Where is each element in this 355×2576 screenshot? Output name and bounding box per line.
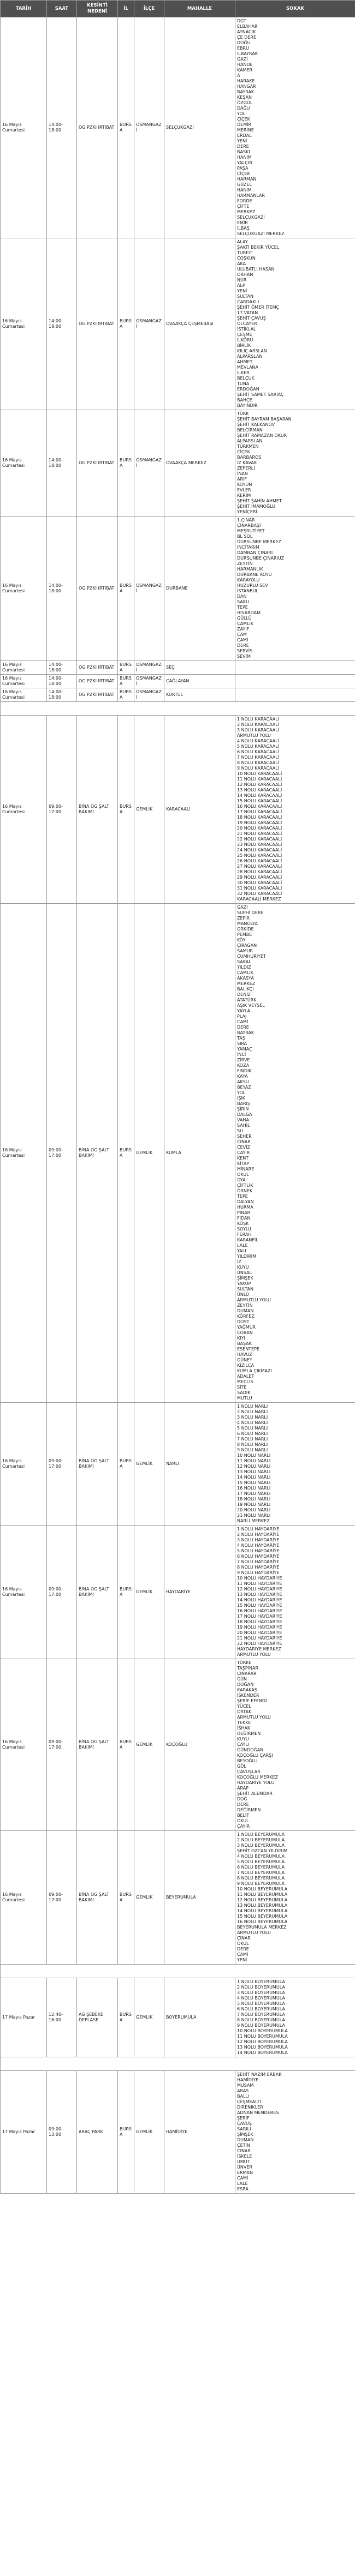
cell-il: BURSA xyxy=(118,688,134,702)
cell-sokak: 1 NOLU BEYERUMULA 2 NOLU BEYERUMULA 3 NOLU BEYERUMULA ŞEHİT OZCAN YILDIRIM 4 NOLU BEYERUMULA 5 NOLU BEYERUMULA 6 NOLU BEYERUMULA 7 NOLU BEYERUMULA 8 NOLU BEYERUMULA 9 NOLU BEYERUMULA 10 NOLU BEYERUMULA 11 NOLU BEYERUMULA 12 NOLU BEYERUMULA 13 NOLU BEYERUMULA 14 NOLU BEYERUMULA 15 NOLU BEYERUMULA 16 NOLU BEYERUMULA BEYERUMULA MERKEZ ARMUTLU YOLU ÇINAR OKUL DERE CAMİ YENİ xyxy=(235,1831,355,1965)
cell-ilce: OSMANGAZİ xyxy=(134,688,164,702)
cell-neden: BİNA OG ŞALT BAKIMI xyxy=(77,1526,118,1659)
cell-tarih: 16 Mayıs Cumartesi xyxy=(1,675,47,688)
header-kesinti-nedeni: KESİNTİ NEDENİ xyxy=(77,1,118,17)
cell-tarih: 17 Mayıs Pazar xyxy=(1,2071,47,2194)
cell-mahalle: HAYDARİYE xyxy=(164,1526,235,1659)
table-row xyxy=(1,1659,355,1831)
header-tarih: TARİH xyxy=(1,1,47,17)
cell-ilce: GEMLİK xyxy=(134,1659,164,1831)
cell-neden: BİNA OG ŞALT BAKIMI xyxy=(77,1831,118,1965)
cell-saat: 14:00-18:00 xyxy=(47,238,77,410)
table-row xyxy=(1,517,355,661)
table-row xyxy=(1,238,355,410)
cell-sokak: TÜRKE TAŞPINAR ÇINARAR GÜN DOĞAN KARAKAŞ İSKENDER ŞERİF EFENDİ YÜCEL ORTAK ARMUTLU YOLU TEKKE İSHAK DEĞİRMEN KUYU ÇAYLI GÜNDOĞAN KOÇOĞLU ÇARŞI BEYOĞLU GÖL ÇAVUŞLAR KOÇOĞLU MERKEZ HAYDARİYE YOLU ARAP ŞEHİT ALEMDAR DOĞ DERE DEĞİRMEN BELİT OKUL ÇAYIR xyxy=(235,1659,355,1831)
cell-sokak: TÜRK ŞEHİT BAYRAM BAŞARAN ŞEHİT KALKANOV BELCİRMAN ŞEHİT RAMAZAN OKUR ALPARSLAN TÜRKMEN ÇİÇEK BARBAROS İZ KAVAK ZEFERLİ İNAN ARIF KOYUN EVLER KERİM ŞEHİT ŞAHİN AHMET ŞEHİT İMAMOĞLU YENİÇERİ xyxy=(235,410,355,517)
cell-sokak xyxy=(235,661,355,675)
cell-mahalle: KARACAALİ xyxy=(164,716,235,904)
cell-mahalle: SEÇ xyxy=(164,661,235,675)
cell-neden: OG PZKI IRTIBAT xyxy=(77,410,118,517)
cell-neden: BİNA OG ŞALT BAKIMI xyxy=(77,904,118,1403)
cell-saat: 09:00-13:00 xyxy=(47,2071,77,2194)
cell-tarih: 16 Mayıs Cumartesi xyxy=(1,716,47,904)
cell-tarih: 17 Mayıs Pazar xyxy=(1,1978,47,2057)
separator-cell xyxy=(1,702,355,716)
cell-sokak: DGT ELBAHAR AYNACIK ÇE DERE DOĞU EBRU ILBAYRAK GAZİ HANDE KAMER A HARAKE HANGAR BAYRAK KEŞAN ÖZGÜL DAĞU YOL ÇİÇEK DEMİR MERİNE ERDAL YENİ DERE BASKI HANIM YALÇIN PAŞA ÇİÇEK HARMAN GÜZEL HANIM HARMANLAR FORDE ÇİFTE MERKEZ SELÇUKGAZİ EMİR İLBAŞ SELÇUKGAZİ MERKEZ xyxy=(235,17,355,238)
cell-saat: 09:00-17:00 xyxy=(47,904,77,1403)
cell-neden: ARAÇ PARK xyxy=(77,2071,118,2194)
cell-neden: OG PZKI IRTIBAT xyxy=(77,675,118,688)
header-il: İL xyxy=(118,1,134,17)
cell-saat: 09:00-17:00 xyxy=(47,716,77,904)
cell-mahalle: KURTUL xyxy=(164,688,235,702)
table-row xyxy=(1,410,355,517)
cell-ilce: OSMANGAZİ xyxy=(134,675,164,688)
cell-il: BURSA xyxy=(118,238,134,410)
header-sokak: SOKAK xyxy=(235,1,355,17)
cell-mahalle: OVAAKÇA MERKEZ xyxy=(164,410,235,517)
cell-il: BURSA xyxy=(118,1978,134,2057)
cell-tarih: 16 Mayıs Cumartesi xyxy=(1,1403,47,1526)
table-row xyxy=(1,1403,355,1526)
cell-mahalle: DURBANE xyxy=(164,517,235,661)
cell-il: BURSA xyxy=(118,1403,134,1526)
cell-neden: BİNA OG ŞALT BAKIMI xyxy=(77,716,118,904)
cell-il: BURSA xyxy=(118,675,134,688)
cell-neden: OG PZKI IRTIBAT xyxy=(77,17,118,238)
cell-sokak: 1 NOLU NARLI 2 NOLU NARLI 3 NOLU NARLI 4 NOLU NARLI 5 NOLU NARLI 6 NOLU NARLI 7 NOLU NARLI 8 NOLU NARLI 9 NOLU NARLI 10 NOLU NARLI 11 NOLU NARLI 12 NOLU NARLI 13 NOLU NARLI 14 NOLU NARLI 15 NOLU NARLI 16 NOLU NARLI 17 NOLU NARLI 18 NOLU NARLI 19 NOLU NARLI 20 NOLU NARLI 21 NOLU NARLI NARLI MERKEZ xyxy=(235,1403,355,1526)
cell-ilce: OSMANGAZİ xyxy=(134,17,164,238)
table-row xyxy=(1,1526,355,1659)
cell-il: BURSA xyxy=(118,1526,134,1659)
cell-il: BURSA xyxy=(118,517,134,661)
cell-saat: 14:00-18:00 xyxy=(47,17,77,238)
cell-neden: OG PZKI IRTIBAT xyxy=(77,661,118,675)
cell-il: BURSA xyxy=(118,1831,134,1965)
cell-ilce: OSMANGAZİ xyxy=(134,517,164,661)
cell-mahalle: OVAAKÇA ÇEŞMEBAŞI xyxy=(164,238,235,410)
cell-ilce: GEMLİK xyxy=(134,716,164,904)
cell-il: BURSA xyxy=(118,904,134,1403)
group-separator xyxy=(1,702,355,716)
cell-tarih: 16 Mayıs Cumartesi xyxy=(1,17,47,238)
cell-neden: BİNA OG ŞALT BAKIMI xyxy=(77,1403,118,1526)
cell-mahalle: BOYERUMULA xyxy=(164,1978,235,2057)
table-row xyxy=(1,904,355,1403)
cell-ilce: OSMANGAZİ xyxy=(134,661,164,675)
header-saat: SAAT xyxy=(47,1,77,17)
cell-il: BURSA xyxy=(118,2071,134,2194)
cell-sokak xyxy=(235,675,355,688)
cell-mahalle: KOÇOĞLU xyxy=(164,1659,235,1831)
cell-tarih: 16 Mayıs Cumartesi xyxy=(1,1659,47,1831)
separator-cell xyxy=(1,1965,355,1978)
cell-sokak: 1 NOLU KARACAALİ 2 NOLU KARACAALİ 3 NOLU KARACAALİ ARMUTLU YOLU 4 NOLU KARACAALİ 5 NOLU KARACAALİ 6 NOLU KARACAALİ 7 NOLU KARACAALİ 8 NOLU KARACAALİ 9 NOLU KARACAALİ 10 NOLU KARACAALİ 11 NOLU KARACAALİ 12 NOLU KARACAALİ 13 NOLU KARACAALİ 14 NOLU KARACAALİ 15 NOLU KARACAALİ 16 NOLU KARACAALİ 17 NOLU KARACAALİ 18 NOLU KARACAALİ 19 NOLU KARACAALİ 20 NOLU KARACAALİ 21 NOLU KARACAALİ 22 NOLU KARACAALİ 23 NOLU KARACAALİ 24 NOLU KARACAALİ 25 NOLU KARACAALİ 26 NOLU KARACAALİ 27 NOLU KARACAALİ 28 NOLU KARACAALİ 29 NOLU KARACAALİ 30 NOLU KARACAALİ 31 NOLU KARACAALİ 32 NOLU KARACAALİ KARACAALİ MERKEZ xyxy=(235,716,355,904)
header-ilce: İLÇE xyxy=(134,1,164,17)
cell-ilce: GEMLİK xyxy=(134,1526,164,1659)
cell-ilce: GEMLİK xyxy=(134,1403,164,1526)
cell-tarih: 16 Mayıs Cumartesi xyxy=(1,517,47,661)
cell-tarih: 16 Mayıs Cumartesi xyxy=(1,238,47,410)
cell-neden: AG ŞEBEKE DEPLASE xyxy=(77,1978,118,2057)
cell-neden: OG PZKI IRTIBAT xyxy=(77,238,118,410)
cell-il: BURSA xyxy=(118,716,134,904)
table-row xyxy=(1,1978,355,2057)
cell-tarih: 16 Mayıs Cumartesi xyxy=(1,661,47,675)
cell-ilce: OSMANGAZİ xyxy=(134,410,164,517)
separator-cell xyxy=(1,2057,355,2071)
table-row xyxy=(1,661,355,675)
cell-sokak: GAZİ SUPHİ DERE ZEFİR MANOLYA ORKİDE PEMBE KÖY ÇIRAGAN SAMUR CUMHURİYET SAKAL YILDIZ ÇAMLIK AKASYA MERKEZ BALIKÇI DENİZ ATATÜRK AŞIK VEYSEL YAYLA PLAJ CAMİ DERE BAYRAK TAŞ SIRA YAMAÇ İNCİ ZİRVE KOZA FINDIK KAYA AKSU BEYAZ YOL IŞIK BARIŞ ŞİRİN DALGA VAHA SAHİL SU SEHER ÇINAR CEVİZ ÇAYIR KENT KİTAP MİNARE OKUL OYA ÇİFTLİK ÖRNEK TEPE DALYAN HURMA PINAR FİDAN KÖŞK SOYLU FERAH KARANFİL LALE YALI YILDIRIM İZ KUYU ÜNSAL ŞİMŞEK YAKUP SULTAN ÜNLÜ ARMUTLU YOLU ZEYTİN DUMAN KÖRFEZ DOST YAĞMUR ÇOBAN KIYI BAŞAK ESENTEPE HAVUZ GÜNEY KIZILCA KUMLA ÇIKMAZI ADALET MECLİS SİTE SADIK MUTLU xyxy=(235,904,355,1403)
cell-saat: 14:00-18:00 xyxy=(47,688,77,702)
cell-neden: OG PZKI IRTIBAT xyxy=(77,517,118,661)
table-row xyxy=(1,688,355,702)
cell-sokak: 1.ÇİNAR ÇINARBAŞI MEŞRUTİYET BL SOL DURSUNBE MERKEZ İNCİTARIM DAMBAN ÇINARI DURSUNBE ÇINARIUZ ZEYTİN HARMANLIK DURBANE KOYU KARAYOLU HUZURLU SEV İSTANBUL DAN SAKLI TEPE HISARDAM GÜLLÜ ÇAMLIK ZAYIF ÇAM CAMİ DERE SERVİS SEVİM xyxy=(235,517,355,661)
cell-il: BURSA xyxy=(118,410,134,517)
cell-ilce: GEMLİK xyxy=(134,2071,164,2194)
cell-saat: 12:40-16:00 xyxy=(47,1978,77,2057)
table-row xyxy=(1,1831,355,1965)
cell-mahalle: ÇAĞLAYAN xyxy=(164,675,235,688)
cell-saat: 14:00-18:00 xyxy=(47,675,77,688)
cell-il: BURSA xyxy=(118,17,134,238)
cell-mahalle: HAMİDİYE xyxy=(164,2071,235,2194)
cell-saat: 14:00-18:00 xyxy=(47,410,77,517)
table-body xyxy=(1,17,355,2194)
cell-ilce: GEMLİK xyxy=(134,904,164,1403)
cell-sokak: ALAY ŞAKTİ BEKİR YÜCEL TURFIT COŞKUN AKA ULUBATLI HASAN ORHAN NUR ALP YENİ SULTAN ÇARDAKLI ŞEHİT ÖMER İTEMÇ 17 VATAN ŞEHİT ÇAVUŞ OLCAYER İSTİKLAL ÇEŞME İLKÖRÜ BİRLİK KILIÇ ARSLAN ALPARSLAN AHMET MEVLANA ILKER BELÇUK TUNA ERDOĞAN ŞEHİT SAMET SARIAÇ BAHÇE BAYINDIR xyxy=(235,238,355,410)
cell-mahalle: BEYERUMULA xyxy=(164,1831,235,1965)
cell-saat: 14:00-18:00 xyxy=(47,661,77,675)
cell-tarih: 16 Mayıs Cumartesi xyxy=(1,688,47,702)
cell-tarih: 16 Mayıs Cumartesi xyxy=(1,410,47,517)
cell-il: BURSA xyxy=(118,1659,134,1831)
table-row xyxy=(1,2071,355,2194)
cell-neden: BİNA OG ŞALT BAKIMI xyxy=(77,1659,118,1831)
cell-sokak: 1 NOLU BOYERUMULA 2 NOLU BOYERUMULA 3 NOLU BOYERUMULA 4 NOLU BOYERUMULA 5 NOLU BOYERUMULA 6 NOLU BOYERUMULA 7 NOLU BOYERUMULA 8 NOLU BOYERUMULA 9 NOLU BOYERUMULA 10 NOLU BOYERUMULA 11 NOLU BOYERUMULA 12 NOLU BOYERUMULA 13 NOLU BOYERUMULA 14 NOLU BOYERUMULA xyxy=(235,1978,355,2057)
cell-sokak: 1 NOLU HAYDARİYE 2 NOLU HAYDARİYE 3 NOLU HAYDARİYE 4 NOLU HAYDARİYE 5 NOLU HAYDARİYE 6 NOLU HAYDARİYE 7 NOLU HAYDARİYE 8 NOLU HAYDARİYE 9 NOLU HAYDARİYE 10 NOLU HAYDARİYE 11 NOLU HAYDARİYE 12 NOLU HAYDARİYE 13 NOLU HAYDARİYE 14 NOLU HAYDARİYE 15 NOLU HAYDARİYE 16 NOLU HAYDARİYE 17 NOLU HAYDARİYE 18 NOLU HAYDARİYE 19 NOLU HAYDARİYE 20 NOLU HAYDARİYE 21 NOLU HAYDARİYE 22 NOLU HAYDARİYE HAYDARİYE MERKEZ ARMUTLU YOLU xyxy=(235,1526,355,1659)
cell-saat: 14:00-18:00 xyxy=(47,517,77,661)
table-row xyxy=(1,17,355,238)
cell-ilce: GEMLİK xyxy=(134,1978,164,2057)
cell-mahalle: NARLI xyxy=(164,1403,235,1526)
cell-saat: 09:00-17:00 xyxy=(47,1526,77,1659)
table-row xyxy=(1,716,355,904)
cell-saat: 09:00-17:00 xyxy=(47,1403,77,1526)
group-separator xyxy=(1,1965,355,1978)
cell-neden: OG PZKI IRTIBAT xyxy=(77,688,118,702)
cell-tarih: 16 Mayıs Cumartesi xyxy=(1,904,47,1403)
group-separator xyxy=(1,2057,355,2071)
cell-mahalle: KUMLA xyxy=(164,904,235,1403)
cell-sokak: ŞEHİT NAZIM ERBAK HAMİDİYE MUSAM ARAS BALLI ÇEŞMEALTI DIRENIKLER ADNAN MENDERES ŞERİF ÇAVUŞ SARILI ŞİMŞEK DUMAN ÇETİN ÇINAR İSKELE UMUT ÜNVER ERMAN CAMİ LALE ESRA xyxy=(235,2071,355,2194)
header-mahalle: MAHALLE xyxy=(164,1,235,17)
cell-ilce: OSMANGAZİ xyxy=(134,238,164,410)
cell-tarih: 16 Mayıs Cumartesi xyxy=(1,1831,47,1965)
cell-tarih: 16 Mayıs Cumartesi xyxy=(1,1526,47,1659)
cell-il: BURSA xyxy=(118,661,134,675)
table-header-row xyxy=(1,1,355,17)
cell-saat: 09:00-17:00 xyxy=(47,1831,77,1965)
table-row xyxy=(1,675,355,688)
cell-sokak xyxy=(235,688,355,702)
cell-ilce: GEMLİK xyxy=(134,1831,164,1965)
cell-mahalle: SELÇUKGAZİ xyxy=(164,17,235,238)
cell-saat: 09:00-17:00 xyxy=(47,1659,77,1831)
